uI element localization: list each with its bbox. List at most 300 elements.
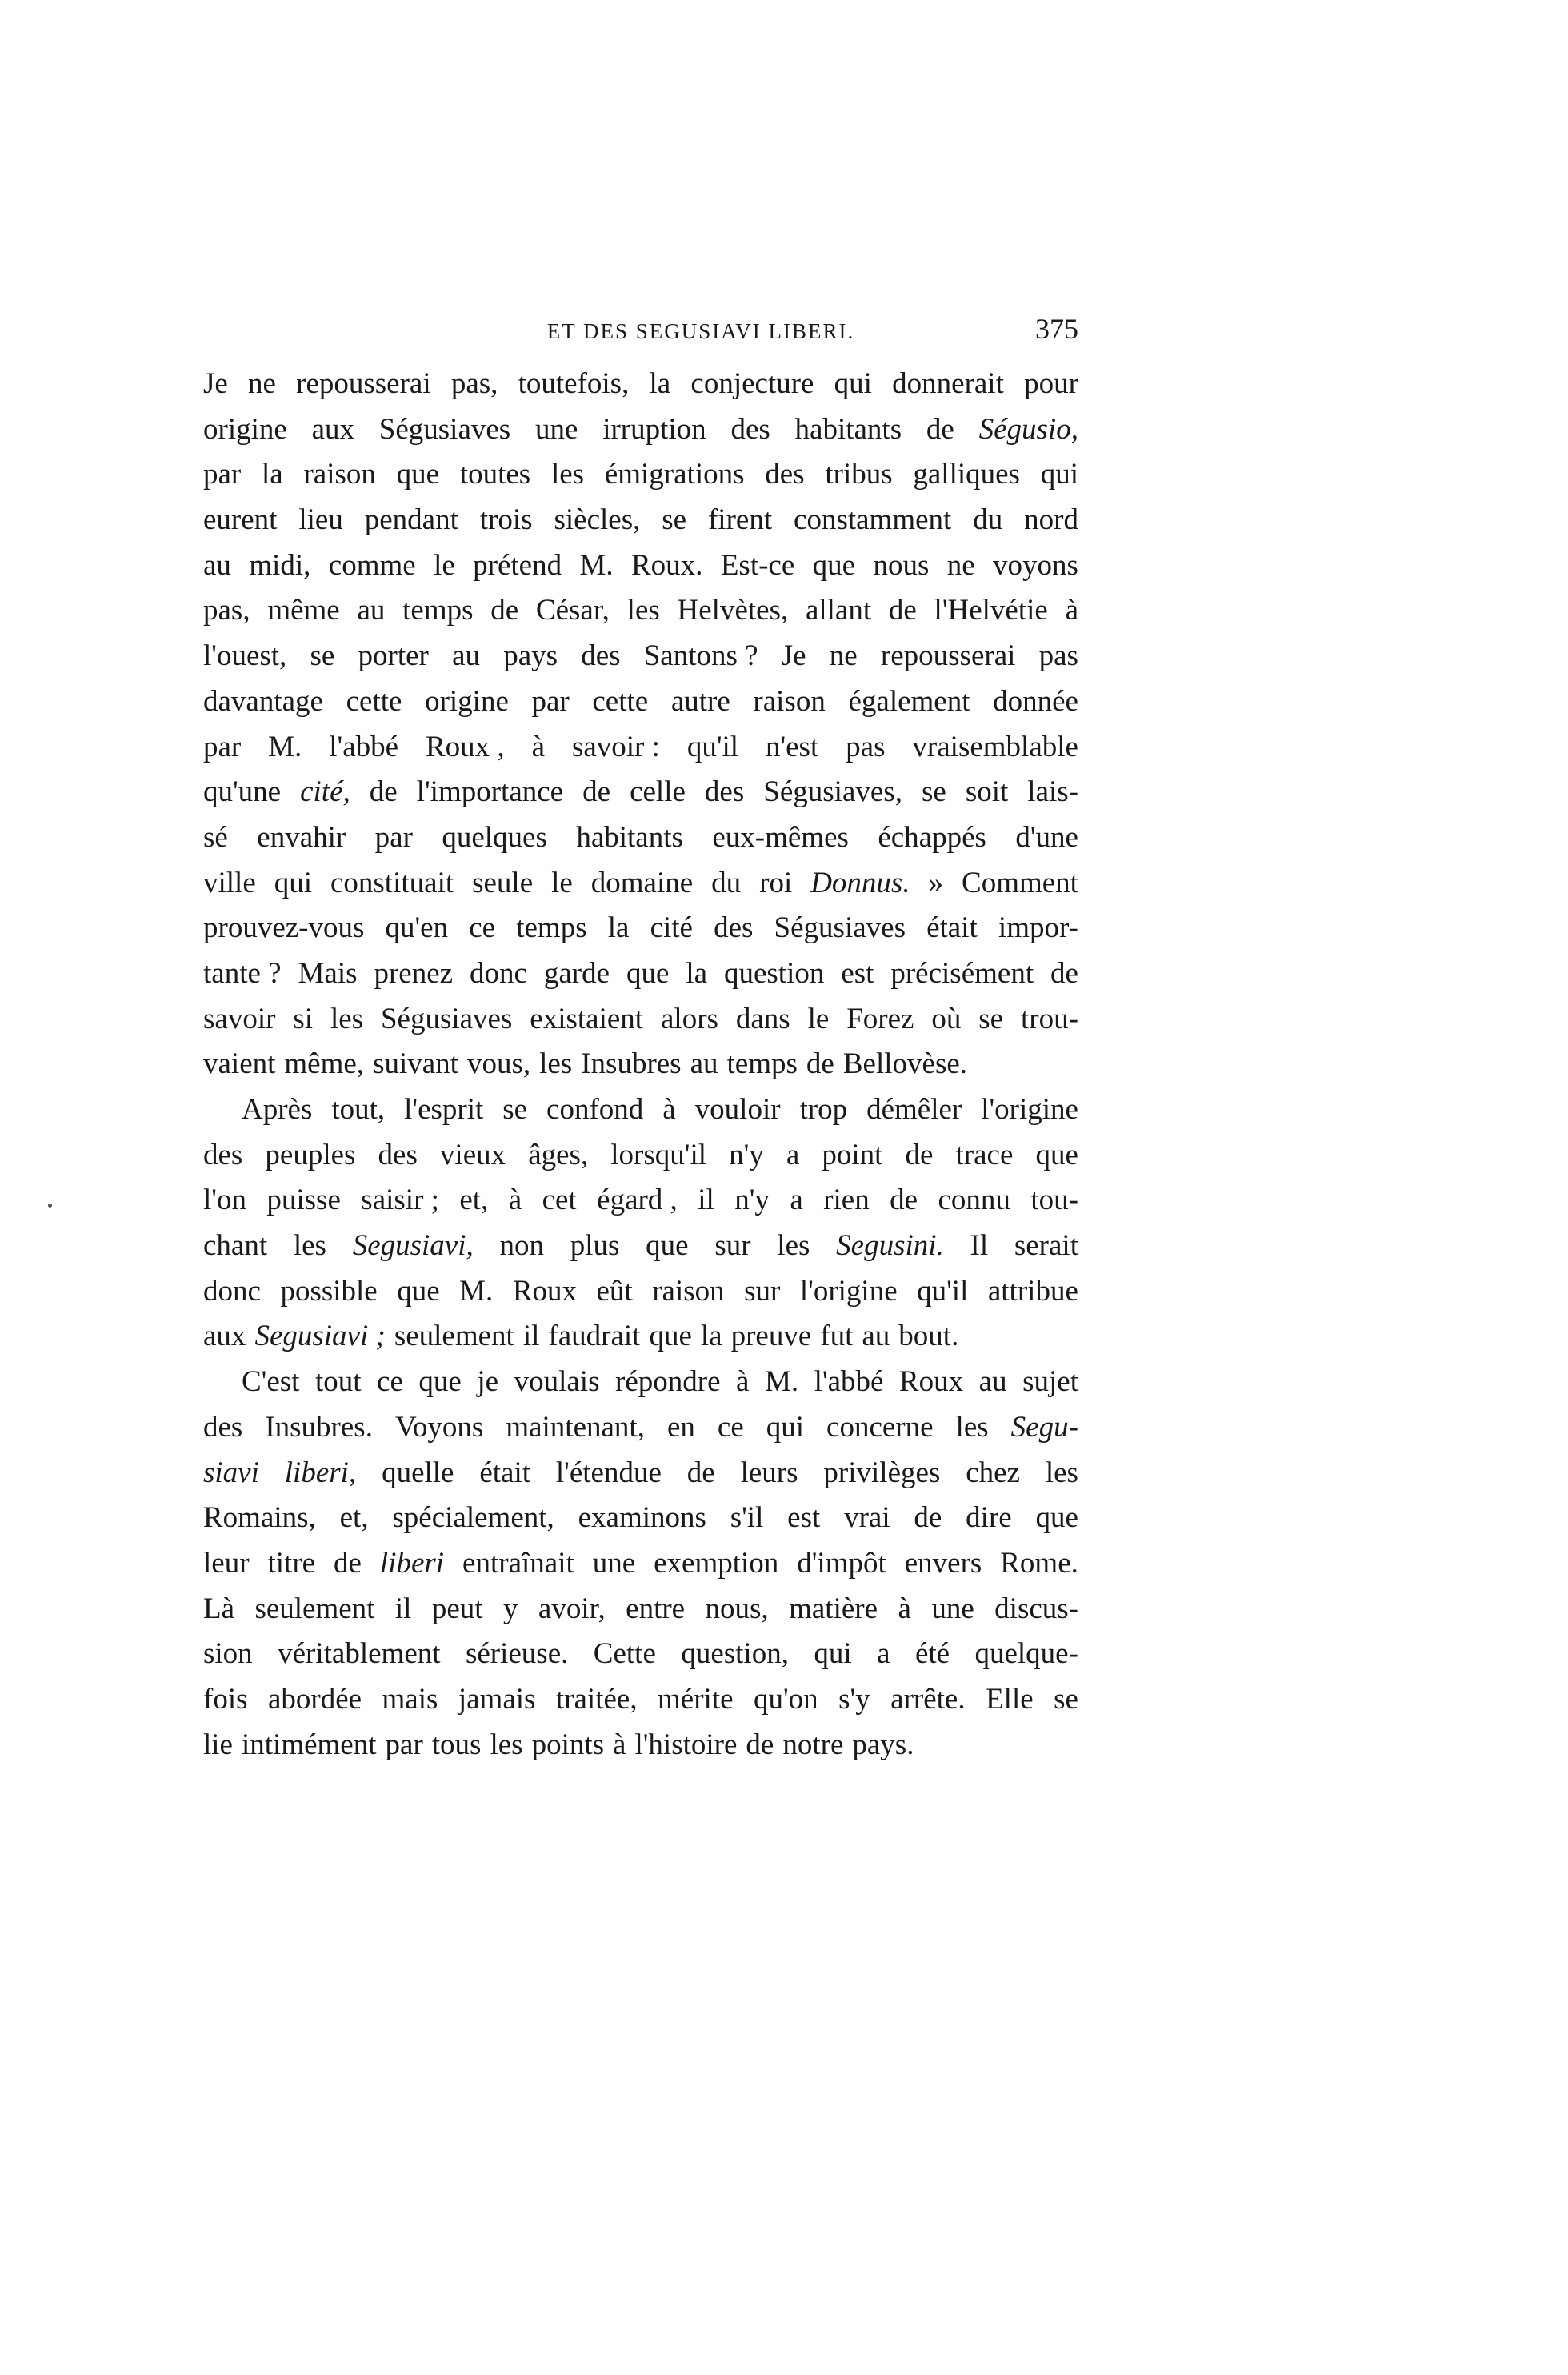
word: de [490,594,519,627]
word: voyons [993,548,1078,582]
word: en [666,1410,695,1444]
word: connu [938,1183,1010,1217]
word: et, [339,1501,369,1535]
word: qui [1040,458,1078,491]
word: qu'une [203,775,282,809]
word: envahir [257,820,346,854]
word: il [522,1320,540,1353]
word: les [539,1047,573,1081]
word: ne [248,367,276,400]
word: âges, [528,1138,589,1171]
word: jamais [458,1682,536,1716]
text-line [203,1723,1078,1768]
word: Helvètes, [677,594,789,627]
word: Roux [898,1365,964,1399]
word: a [786,1138,800,1171]
word: chez [966,1456,1020,1489]
text-line [203,407,1078,453]
word: les [955,1410,989,1444]
word: que [397,1274,440,1308]
word: de [806,1047,834,1081]
word: égard , [597,1183,678,1217]
word: je [477,1365,499,1399]
word: donnée [993,684,1078,718]
word: tous [431,1728,482,1761]
word: les [293,1229,326,1263]
word: le [551,866,573,899]
word: l'ouest, [203,639,287,673]
word: donc [203,1274,261,1308]
word: à [531,730,546,763]
word: que [1035,1138,1078,1171]
word: est [841,956,874,990]
word: M. [764,1365,799,1399]
word: impor- [998,911,1078,945]
word: cet [542,1183,577,1217]
word: suivant [373,1047,458,1081]
word: Insubres. [265,1410,373,1444]
word: arrête. [890,1682,966,1716]
word: prouvez-vous [203,911,365,945]
word: l'esprit [404,1093,484,1126]
word: peut [431,1592,483,1625]
word: abordée [267,1682,362,1716]
text-line [203,1224,1078,1269]
word: traitée, [555,1682,638,1716]
text-line [203,906,1078,951]
word: question [723,956,825,990]
text-line [203,1451,1078,1496]
text-line [203,1360,1078,1405]
word: se [310,639,335,673]
word: » [928,866,944,899]
word: Après [242,1093,313,1126]
word: lie [203,1728,233,1761]
word: d'impôt [797,1546,886,1580]
word: attribue [987,1274,1078,1308]
word: serait [1014,1229,1078,1263]
word: tribus [825,458,893,491]
word: peuples [265,1138,356,1171]
word: vrai [844,1501,890,1535]
word: la [700,1320,722,1353]
word: habitants [794,412,902,446]
word: siavi [203,1456,259,1489]
word: qui [766,1410,805,1444]
word: seulement [254,1592,375,1625]
word: Ségusiaves [378,412,511,446]
word: n'y [734,1183,770,1217]
word: prenez [374,956,454,990]
word: faudrait [548,1320,641,1353]
word: seulement [394,1320,514,1353]
word: démêler [866,1093,962,1126]
text-line [203,997,1078,1043]
running-head: ET DES SEGUSIAVI LIBERI. [546,319,855,343]
word: pas [1038,639,1078,673]
word: aux [203,1320,246,1353]
word: où [931,1002,962,1035]
word: Je [203,367,228,400]
word: pays. [852,1728,914,1761]
word: M. [579,548,614,582]
word: par [385,1728,423,1761]
word: cette [346,684,402,718]
word: l'étendue [555,1456,662,1489]
paragraph [203,1087,1078,1360]
word: exemption [654,1546,779,1580]
word: origine [425,684,509,718]
word: origine [203,412,287,446]
word: des [203,1138,243,1171]
word: des [203,1410,243,1444]
word: irruption [602,412,706,446]
text-line [203,951,1078,997]
word: porter [358,639,429,673]
text-line [203,1133,1078,1179]
word: repousserai [880,639,1016,673]
word: la [686,956,708,990]
word: trace [955,1138,1014,1171]
word: la [262,458,283,491]
word: Ségusiaves, [763,775,902,809]
word: à [508,1183,522,1217]
word: que [626,956,670,990]
text-line [203,362,1078,407]
word: ville [203,866,256,899]
word: voulais [514,1365,600,1399]
word: César, [535,594,610,627]
word: des [581,639,621,673]
word: des [378,1138,418,1171]
word: les [1045,1456,1078,1489]
word: au [452,639,480,673]
word: au [690,1047,718,1081]
word: lieu [298,503,343,537]
word: C'est [242,1365,300,1399]
text-line [203,1632,1078,1677]
word: Rome. [1000,1546,1078,1580]
word: vouloir [694,1093,781,1126]
word: que [646,1229,689,1263]
word: midi, [249,548,311,582]
word: Comment [962,866,1078,899]
word: ce [377,1365,403,1399]
word: Segusini. [836,1229,944,1263]
text-line [203,770,1078,815]
word: intimément [241,1728,377,1761]
word: question, [681,1637,789,1671]
word: de [905,1138,934,1171]
paragraph [203,362,1078,1087]
word: n'y [729,1138,764,1171]
word: même [267,594,340,627]
text-line [203,498,1078,543]
word: véritablement [278,1637,441,1671]
word: vaient [203,1047,276,1081]
word: qu'en [385,911,449,945]
word: examinons [578,1501,706,1535]
word: précisément [890,956,1034,990]
text-line [203,1587,1078,1632]
word: trou- [1020,1002,1078,1035]
word: nord [1024,503,1078,537]
word: Elle [986,1682,1034,1716]
text-line [203,452,1078,498]
word: dire [966,1501,1012,1535]
word: chant [203,1229,268,1263]
text-line [203,679,1078,725]
word: fois [203,1682,248,1716]
word: savoir [203,1002,276,1035]
word: par [531,684,570,718]
word: cette [592,684,649,718]
word: qui [834,367,872,400]
word: de [686,1456,715,1489]
word: l'on [203,1183,246,1217]
text-line [203,1042,1078,1087]
word: même, [284,1047,365,1081]
word: entraînait [462,1546,574,1580]
word: si [293,1002,314,1035]
word: allant [805,594,872,627]
word: au [203,548,231,582]
text-line [203,725,1078,771]
word: plus [570,1229,620,1263]
word: et, [459,1183,489,1217]
word: au [978,1365,1007,1399]
word: sé [203,820,228,854]
word: une [534,412,578,446]
word: est [787,1501,821,1535]
text-line [203,1677,1078,1723]
word: firent [707,503,773,537]
word: pour [1024,367,1078,400]
paragraph [203,1360,1078,1768]
word: entre [626,1592,686,1625]
word: Il [970,1229,989,1263]
word: tou- [1030,1183,1078,1217]
word: Ségusio, [978,412,1078,446]
text-line [203,1087,1078,1133]
word: à [898,1592,911,1625]
word: émigrations [604,458,745,491]
word: l'Helvétie [934,594,1048,627]
text-line [203,1269,1078,1315]
word: la [649,367,671,400]
word: n'est [765,730,819,763]
word: dans [735,1002,790,1035]
word: les [626,594,660,627]
word: qui [814,1637,852,1671]
word: pas [846,730,886,763]
word: Mais [298,956,358,990]
word: Bellovèse. [842,1047,968,1081]
word: Segu- [1010,1410,1078,1444]
word: des [730,412,770,446]
word: garde [543,956,610,990]
word: pas, [450,367,498,400]
word: Ségusiaves [774,911,906,945]
word: leurs [740,1456,798,1489]
word: le [807,1002,830,1035]
word: cité, [300,775,350,809]
word: qu'on [754,1682,818,1716]
word: discus- [994,1592,1078,1625]
word: se [921,775,946,809]
word: point [822,1138,883,1171]
text-line [203,1541,1078,1587]
word: lorsqu'il [610,1138,707,1171]
word: s'y [838,1682,870,1716]
word: raison [753,684,826,718]
word: les [330,1002,364,1035]
word: quelle [382,1456,454,1489]
word: toutes [459,458,531,491]
text-line [203,543,1078,589]
page-header [203,314,1078,354]
word: repousserai [296,367,431,400]
word: roi [759,866,793,899]
word: vraisemblable [912,730,1078,763]
word: quelque- [974,1637,1078,1671]
word: ce [717,1410,744,1444]
word: celle [630,775,686,809]
word: par [203,458,242,491]
word: vieux [439,1138,506,1171]
word: ne [829,639,858,673]
word: que [1035,1501,1078,1535]
word: siècles, [554,503,641,537]
word: titre [267,1546,316,1580]
word: sujet [1022,1365,1078,1399]
word: donnerait [892,367,1004,400]
word: des [704,775,745,809]
word: sur [744,1274,781,1308]
word: répondre [615,1365,721,1399]
word: de [334,1546,362,1580]
word: possible [280,1274,378,1308]
word: à [736,1365,750,1399]
word: non [499,1229,544,1263]
word: Segusiavi ; [254,1320,386,1353]
word: cité [650,911,693,945]
word: se [1054,1682,1078,1716]
word: eux-mêmes [712,820,849,854]
word: l'origine [981,1093,1078,1126]
word: Roux [512,1274,577,1308]
word: raison [652,1274,725,1308]
word: toutefois, [518,367,630,400]
text-line [203,1178,1078,1224]
word: il [394,1592,412,1625]
word: tout, [331,1093,386,1126]
word: que [649,1320,692,1353]
text-line [203,861,1078,907]
word: ne [946,548,975,582]
word: fut [820,1320,854,1353]
word: savoir : [571,730,660,763]
word: prétend [473,548,562,582]
word: l'abbé [329,730,399,763]
word: trop [799,1093,848,1126]
word: confond [546,1093,644,1126]
word: preuve [730,1320,812,1353]
word: pas, [203,594,250,627]
word: sur [714,1229,751,1263]
body-text [203,362,1078,1768]
word: donc [469,956,527,990]
word: qui [274,866,313,899]
word: la [607,911,630,945]
word: à [662,1093,676,1126]
word: mais [382,1682,438,1716]
word: puisse [266,1183,341,1217]
word: de [890,1183,918,1217]
word: lais- [1027,775,1078,809]
word: galliques [913,458,1020,491]
word: Roux , [425,730,505,763]
word: davantage [203,684,323,718]
word: de [914,1501,942,1535]
word: de [926,412,954,446]
word: sérieuse. [465,1637,569,1671]
word: échappés [878,820,986,854]
word: que [812,548,856,582]
text-line [203,1405,1078,1451]
word: M. [459,1274,494,1308]
word: vous, [466,1047,531,1081]
word: M. [268,730,302,763]
word: Est-ce [720,548,795,582]
word: Forez [846,1002,914,1035]
word: se [502,1093,528,1126]
word: s'il [730,1501,764,1535]
word: autre [670,684,730,718]
word: mérite [658,1682,734,1716]
stray-ink-mark [48,1204,52,1208]
word: sion [203,1637,253,1671]
word: l'origine [799,1274,898,1308]
word: l'importance [416,775,564,809]
word: une [931,1592,974,1625]
text-line [203,815,1078,861]
word: au [862,1320,890,1353]
word: eurent [203,503,278,537]
word: trois [479,503,533,537]
word: temps [516,911,587,945]
word: par [203,730,242,763]
word: privilèges [823,1456,941,1489]
word: que [396,458,440,491]
word: temps [726,1047,798,1081]
word: liberi, [284,1456,357,1489]
word: raison [303,458,376,491]
word: également [848,684,970,718]
word: conjecture [690,367,814,400]
word: se [662,503,687,537]
word: été [914,1637,950,1671]
word: qu'il [686,730,739,763]
word: existaient [530,1002,644,1035]
word: constituait [330,866,454,899]
word: pendant [364,503,458,537]
word: saisir ; [361,1183,439,1217]
word: ce [469,911,496,945]
word: bout. [898,1320,959,1353]
word: d'une [1015,820,1078,854]
word: y [503,1592,518,1625]
